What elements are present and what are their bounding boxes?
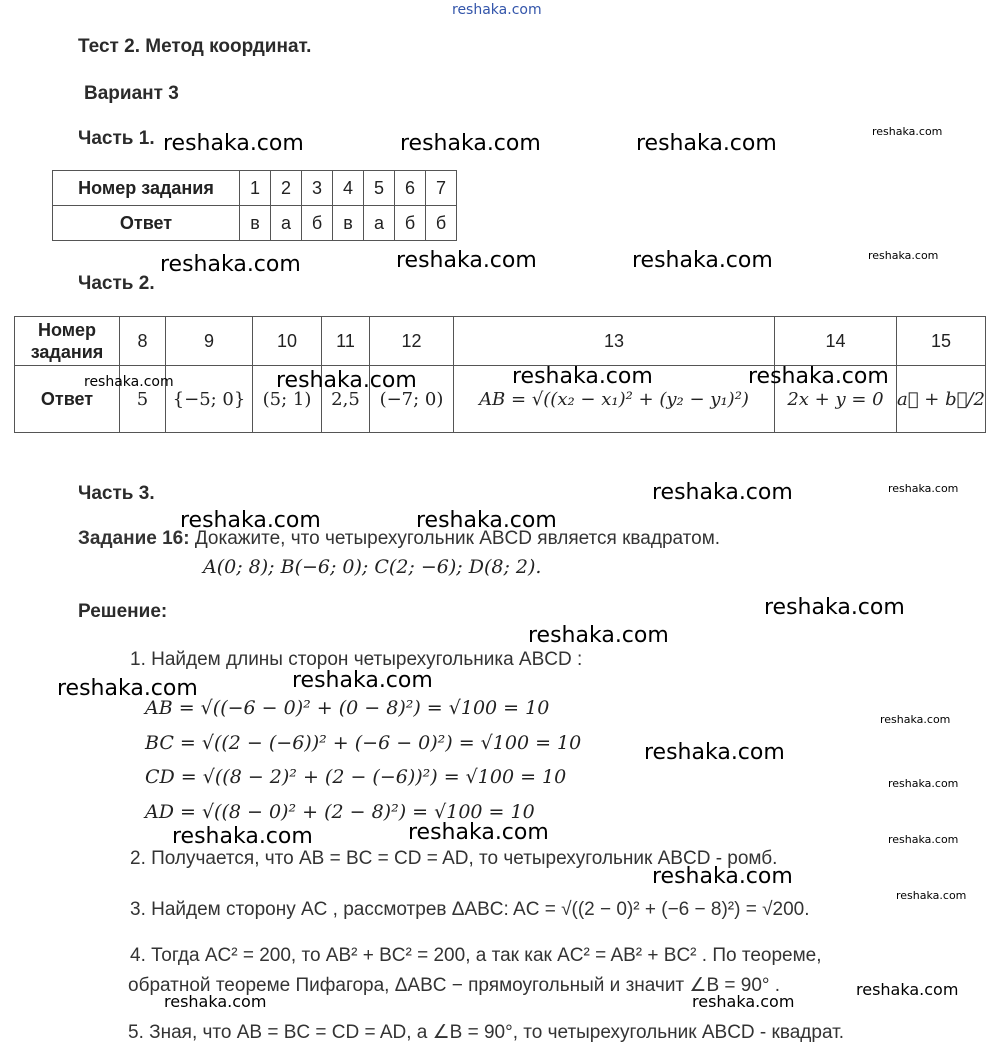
part1-task-number: 3 (302, 171, 333, 206)
solution-step4-line2: обратной теореме Пифагора, ΔABC − прямоугольный и значит ∠B = 90° . (128, 975, 781, 996)
task16-points: A(0; 8); B(−6; 0); C(2; −6); D(8; 2). (203, 556, 542, 578)
watermark-small: reshaka.com (84, 374, 174, 390)
watermark-small: reshaka.com (164, 992, 267, 1011)
solution-step3: 3. Найдем сторону AC , рассмотрев ΔABC: AC = √((2 − 0)² + (−6 − 8)²) = √200. (130, 899, 810, 920)
part2-task-header (15, 317, 120, 366)
watermark: reshaka.com (636, 131, 777, 156)
table-row (15, 317, 986, 366)
watermark: reshaka.com (652, 480, 793, 505)
part2-answer-header: Ответ (15, 366, 120, 433)
part1-task-number: 6 (395, 171, 426, 206)
task16-text: Докажите, что четырехугольник ABCD является квадратом. (194, 528, 721, 549)
part1-answer: б (395, 206, 426, 241)
part1-task-number: 2 (271, 171, 302, 206)
variant-title: Вариант 3 (84, 83, 179, 104)
part1-answer-header: Ответ (53, 206, 240, 241)
equation-bc: BC = √((2 − (−6))² + (−6 − 0)²) = √100 = 10 (145, 732, 582, 754)
watermark: reshaka.com (652, 864, 793, 889)
part1-task-number: 5 (364, 171, 395, 206)
watermark: reshaka.com (400, 131, 541, 156)
part2-answer: (−7; 0) (370, 366, 454, 433)
watermark: reshaka.com (276, 368, 417, 393)
part1-task-number: 4 (333, 171, 364, 206)
task16-label: Задание 16: (78, 528, 190, 549)
part1-answer: б (426, 206, 457, 241)
watermark: reshaka.com (180, 508, 321, 533)
part1-task-number: 1 (240, 171, 271, 206)
part2-task-number: 9 (166, 317, 253, 366)
watermark-small: reshaka.com (888, 833, 959, 846)
part1-heading: Часть 1. (78, 128, 155, 149)
part2-task-number: 14 (775, 317, 897, 366)
table-row (53, 171, 457, 206)
part2-task-number: 12 (370, 317, 454, 366)
part2-answer: AB = √((x₂ − x₁)² + (y₂ − y₁)²) (454, 366, 775, 433)
watermark: reshaka.com (160, 252, 301, 277)
watermark-small: reshaka.com (868, 249, 939, 262)
watermark-small: reshaka.com (872, 125, 943, 138)
watermark: reshaka.com (512, 364, 653, 389)
equation-ab: AB = √((−6 − 0)² + (0 − 8)²) = √100 = 10 (145, 697, 550, 719)
part2-answer: 2x + y = 0 (775, 366, 897, 433)
watermark-small: reshaka.com (692, 992, 795, 1011)
watermark: reshaka.com (528, 623, 669, 648)
part2-heading: Часть 2. (78, 273, 155, 294)
part1-answer: а (271, 206, 302, 241)
part1-table (52, 170, 457, 241)
table-row (53, 206, 457, 241)
solution-step1: 1. Найдем длины сторон четырехугольника ABCD : (130, 649, 583, 670)
solution-step5: 5. Зная, что AB = BC = CD = AD, а ∠B = 90°, то четырехугольник ABCD - квадрат. (128, 1022, 844, 1043)
solution-step2: 2. Получается, что AB = BC = CD = AD, то четырехугольник ABCD - ромб. (130, 848, 778, 869)
watermark: reshaka.com (408, 820, 549, 845)
watermark-small: reshaka.com (856, 980, 959, 999)
solution-label: Решение: (78, 601, 168, 622)
part1-answer: а (364, 206, 395, 241)
watermark: reshaka.com (172, 824, 313, 849)
watermark: reshaka.com (57, 676, 198, 701)
watermark: reshaka.com (163, 131, 304, 156)
part1-task-number: 7 (426, 171, 457, 206)
watermark: reshaka.com (644, 740, 785, 765)
part2-answer: 2,5 (322, 366, 370, 433)
part1-task-header: Номер задания (53, 171, 240, 206)
watermark-small: reshaka.com (888, 482, 959, 495)
solution-step4-line1: 4. Тогда AC² = 200, то AB² + BC² = 200, а так как AC² = AB² + BC² . По теореме, (130, 945, 822, 966)
part2-answer: (5; 1) (253, 366, 322, 433)
part2-task-header-line2: задания (30, 342, 104, 362)
part2-answer: {−5; 0} (166, 366, 253, 433)
watermark: reshaka.com (396, 248, 537, 273)
watermark: reshaka.com (416, 508, 557, 533)
part3-heading: Часть 3. (78, 483, 155, 504)
part2-task-number: 10 (253, 317, 322, 366)
equation-cd: CD = √((8 − 2)² + (2 − (−6))²) = √100 = 10 (145, 766, 567, 788)
part2-task-number: 8 (120, 317, 166, 366)
watermark-small: reshaka.com (896, 889, 967, 902)
watermark: reshaka.com (632, 248, 773, 273)
test-title: Тест 2. Метод координат. (78, 36, 312, 57)
watermark: reshaka.com (764, 595, 905, 620)
part2-task-number: 13 (454, 317, 775, 366)
part1-answer: в (240, 206, 271, 241)
task16 (78, 528, 720, 550)
part2-task-number: 15 (897, 317, 986, 366)
part2-answer: a⃗ + b⃗/2 (897, 366, 986, 433)
part1-answer: б (302, 206, 333, 241)
watermark-small: reshaka.com (888, 777, 959, 790)
part1-answer: в (333, 206, 364, 241)
watermark-small: reshaka.com (880, 713, 951, 726)
watermark: reshaka.com (748, 364, 889, 389)
watermark: reshaka.com (292, 668, 433, 693)
equation-ad: AD = √((8 − 0)² + (2 − 8)²) = √100 = 10 (145, 801, 535, 823)
watermark-top: reshaka.com (452, 2, 542, 18)
part2-answer: 5 (120, 366, 166, 433)
part2-task-header-line1: Номер (37, 320, 97, 340)
part2-task-number: 11 (322, 317, 370, 366)
